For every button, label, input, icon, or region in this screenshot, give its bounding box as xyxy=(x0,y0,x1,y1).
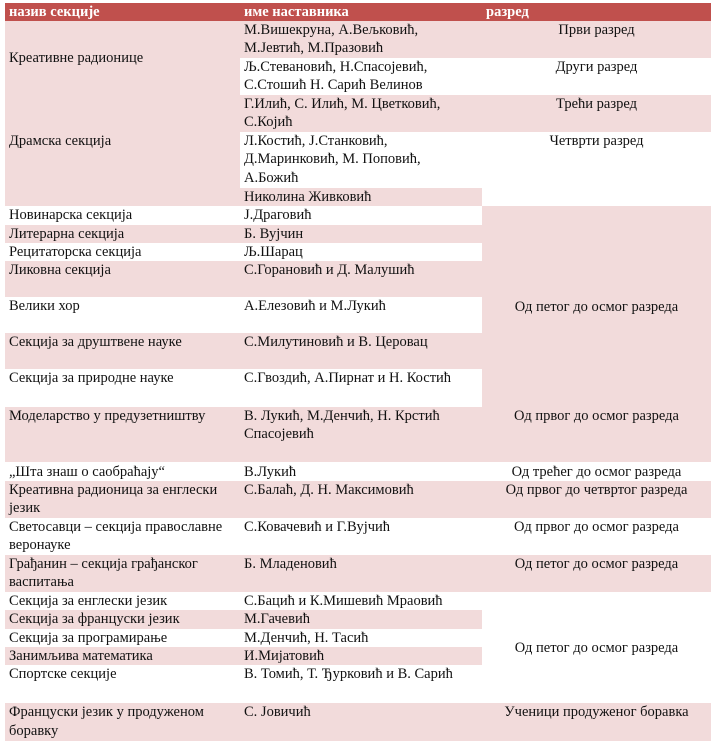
teacher-name: Г.Илић, С. Илић, М. Цветковић, С.Којић xyxy=(240,95,482,132)
grade: Ученици продуженог боравка xyxy=(482,703,711,741)
table-row xyxy=(5,95,711,132)
table-row xyxy=(5,518,711,555)
section-name xyxy=(5,188,240,206)
teacher-name: Љ.Стевановић, Н.Спасојевић, С.Стошић Н. Сарић Велинов xyxy=(240,58,482,95)
teacher-name: В. Лукић, М.Денчић, Н. Крстић Спасојевић xyxy=(240,407,482,462)
teacher-name: С.Гвоздић, А.Пирнат и Н. Костић xyxy=(240,369,482,405)
grade: Од петог до осмог разреда xyxy=(482,592,711,703)
grade: Други разред xyxy=(482,58,711,95)
grade xyxy=(482,188,711,206)
teacher-name: Николина Живковић xyxy=(240,188,482,206)
table-row xyxy=(5,481,711,518)
teacher-name: Л.Костић, Ј.Станковић, Д.Маринковић, М. Поповић, А.Божић xyxy=(240,132,482,188)
teacher-name: С. Јовичић xyxy=(240,703,482,741)
section-name: Креативне радионице xyxy=(5,21,240,95)
section-name: Светосавци – секција православне веронауке xyxy=(5,518,240,555)
section-name: Рецитаторска секција xyxy=(5,243,240,261)
grade: Од петог до осмог разреда xyxy=(482,555,711,592)
section-name: Грађанин – секција грађанског васпитања xyxy=(5,555,240,592)
grade: Од првог до четвртог разреда xyxy=(482,481,711,518)
section-name: Литерарна секција xyxy=(5,225,240,243)
table-row xyxy=(5,206,711,224)
teacher-name: М.Денчић, Н. Тасић xyxy=(240,629,482,647)
section-name: Секција за француски језик xyxy=(5,610,240,628)
table-row xyxy=(5,188,711,206)
section-name: Француски језик у продуженом боравку xyxy=(5,703,240,741)
section-name: „Шта знаш о саобраћају“ xyxy=(5,462,240,481)
teacher-name: С.Горановић и Д. Малушић xyxy=(240,261,482,297)
table-row xyxy=(5,703,711,741)
teacher-name: Ј.Драговић xyxy=(240,206,482,224)
section-name: Новинарска секција xyxy=(5,206,240,224)
table-row xyxy=(5,555,711,592)
section-name: Моделарство у предузетништву xyxy=(5,407,240,462)
teacher-name: Б. Младеновић xyxy=(240,555,482,592)
teacher-name: С.Бацић и К.Мишевић Мраовић xyxy=(240,592,482,610)
teacher-name: М.Гачевић xyxy=(240,610,482,628)
section-name: Ликовна секција xyxy=(5,261,240,297)
section-name: Секција за друштвене науке xyxy=(5,333,240,369)
teacher-name: С.Ковачевић и Г.Вујчић xyxy=(240,518,482,555)
header-grade: разред xyxy=(482,3,711,21)
section-name: Спортске секције xyxy=(5,665,240,702)
sections-table xyxy=(5,3,711,741)
teacher-name: М.Вишекруна, А.Вељковић, М.Јевтић, М.Празовић xyxy=(240,21,482,58)
grade: Трећи разред xyxy=(482,95,711,132)
grade: Од првог до осмог разреда xyxy=(482,518,711,555)
section-name: Креативна радионица за енглески језик xyxy=(5,481,240,518)
section-name: Секција за природне науке xyxy=(5,369,240,405)
teacher-name: С.Милутиновић и В. Церовац xyxy=(240,333,482,369)
grade: Од петог до осмог разреда xyxy=(482,206,711,407)
teacher-name: Љ.Шарац xyxy=(240,243,482,261)
teacher-name: А.Елезовић и М.Лукић xyxy=(240,297,482,333)
table-row xyxy=(5,407,711,462)
teacher-name: В. Томић, Т. Ђурковић и В. Сарић xyxy=(240,665,482,702)
grade: Четврти разред xyxy=(482,132,711,188)
section-name: Секција за енглески језик xyxy=(5,592,240,610)
section-name: Драмска секција xyxy=(5,95,240,188)
section-name: Секција за програмирање xyxy=(5,629,240,647)
teacher-name: Б. Вујчин xyxy=(240,225,482,243)
section-name: Занимљива математика xyxy=(5,647,240,665)
table-row xyxy=(5,592,711,610)
table-row xyxy=(5,462,711,481)
teacher-name: И.Мијатовић xyxy=(240,647,482,665)
grade: Први разред xyxy=(482,21,711,58)
header-section: назив секције xyxy=(5,3,240,21)
table-row xyxy=(5,21,711,58)
section-name: Велики хор xyxy=(5,297,240,333)
header-teacher: име наставника xyxy=(240,3,482,21)
grade: Од првог до осмог разреда xyxy=(482,407,711,462)
teacher-name: В.Лукић xyxy=(240,462,482,481)
grade: Од трећег до осмог разреда xyxy=(482,462,711,481)
header-row xyxy=(5,3,711,21)
teacher-name: С.Балаћ, Д. Н. Максимовић xyxy=(240,481,482,518)
